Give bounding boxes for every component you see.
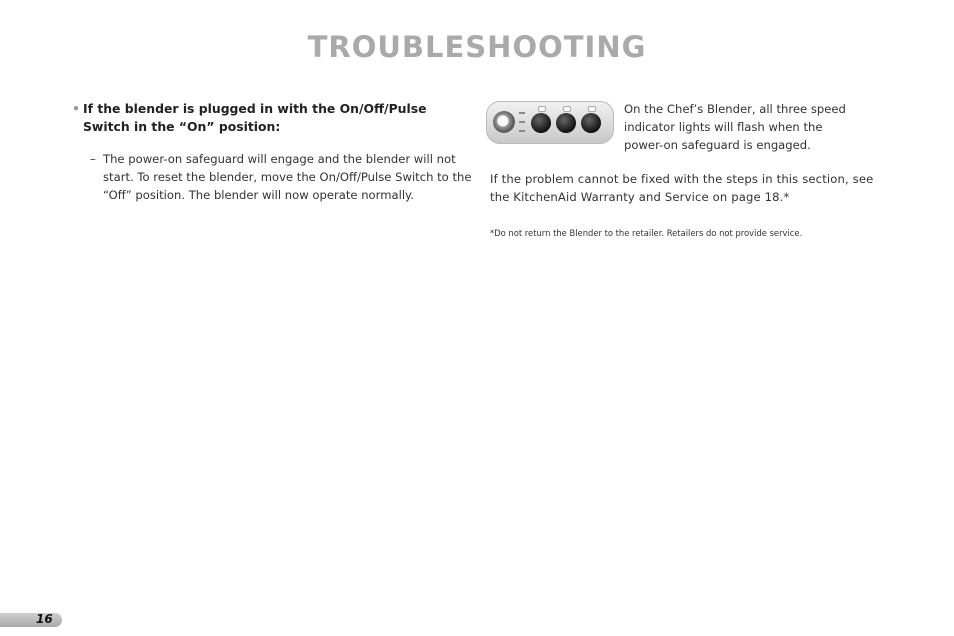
speed-button-icon bbox=[531, 113, 551, 133]
page-number: 16 bbox=[36, 612, 53, 626]
tick-mark bbox=[519, 130, 525, 132]
left-column bbox=[72, 100, 472, 204]
speed-button-icon bbox=[556, 113, 576, 133]
panel-caption: On the Chef’s Blender, all three speed indicator lights will flash when the power-on safeguard is engaged. bbox=[624, 102, 846, 152]
switch-dial-icon bbox=[493, 111, 515, 133]
indicator-light-icon bbox=[538, 106, 546, 112]
bullet-heading: If the blender is plugged in with the On/Off/Pulse Switch in the “On” position: bbox=[83, 101, 427, 134]
indicator-light-icon bbox=[563, 106, 571, 112]
sub-item-text: The power-on safeguard will engage and the blender will not start. To reset the blender, move the On/Off/Pulse Switch to the “Off” position. The blender will now operate normally. bbox=[103, 152, 472, 202]
dash-symbol: – bbox=[90, 152, 96, 166]
indicator-light-icon bbox=[588, 106, 596, 112]
speed-button-icon bbox=[581, 113, 601, 133]
page-title: TROUBLESHOOTING bbox=[307, 30, 647, 64]
tick-mark bbox=[519, 121, 525, 123]
sub-item bbox=[90, 150, 472, 204]
tick-mark bbox=[519, 112, 525, 114]
footnote: *Do not return the Blender to the retailer. Retailers do not provide service. bbox=[490, 228, 803, 238]
bullet-symbol: • bbox=[72, 101, 80, 116]
bullet-item bbox=[72, 100, 472, 136]
service-paragraph: If the problem cannot be fixed with the steps in this section, see the KitchenAid Warranty and Service on page 18.* bbox=[490, 172, 874, 204]
blender-control-panel-illustration bbox=[486, 101, 614, 144]
